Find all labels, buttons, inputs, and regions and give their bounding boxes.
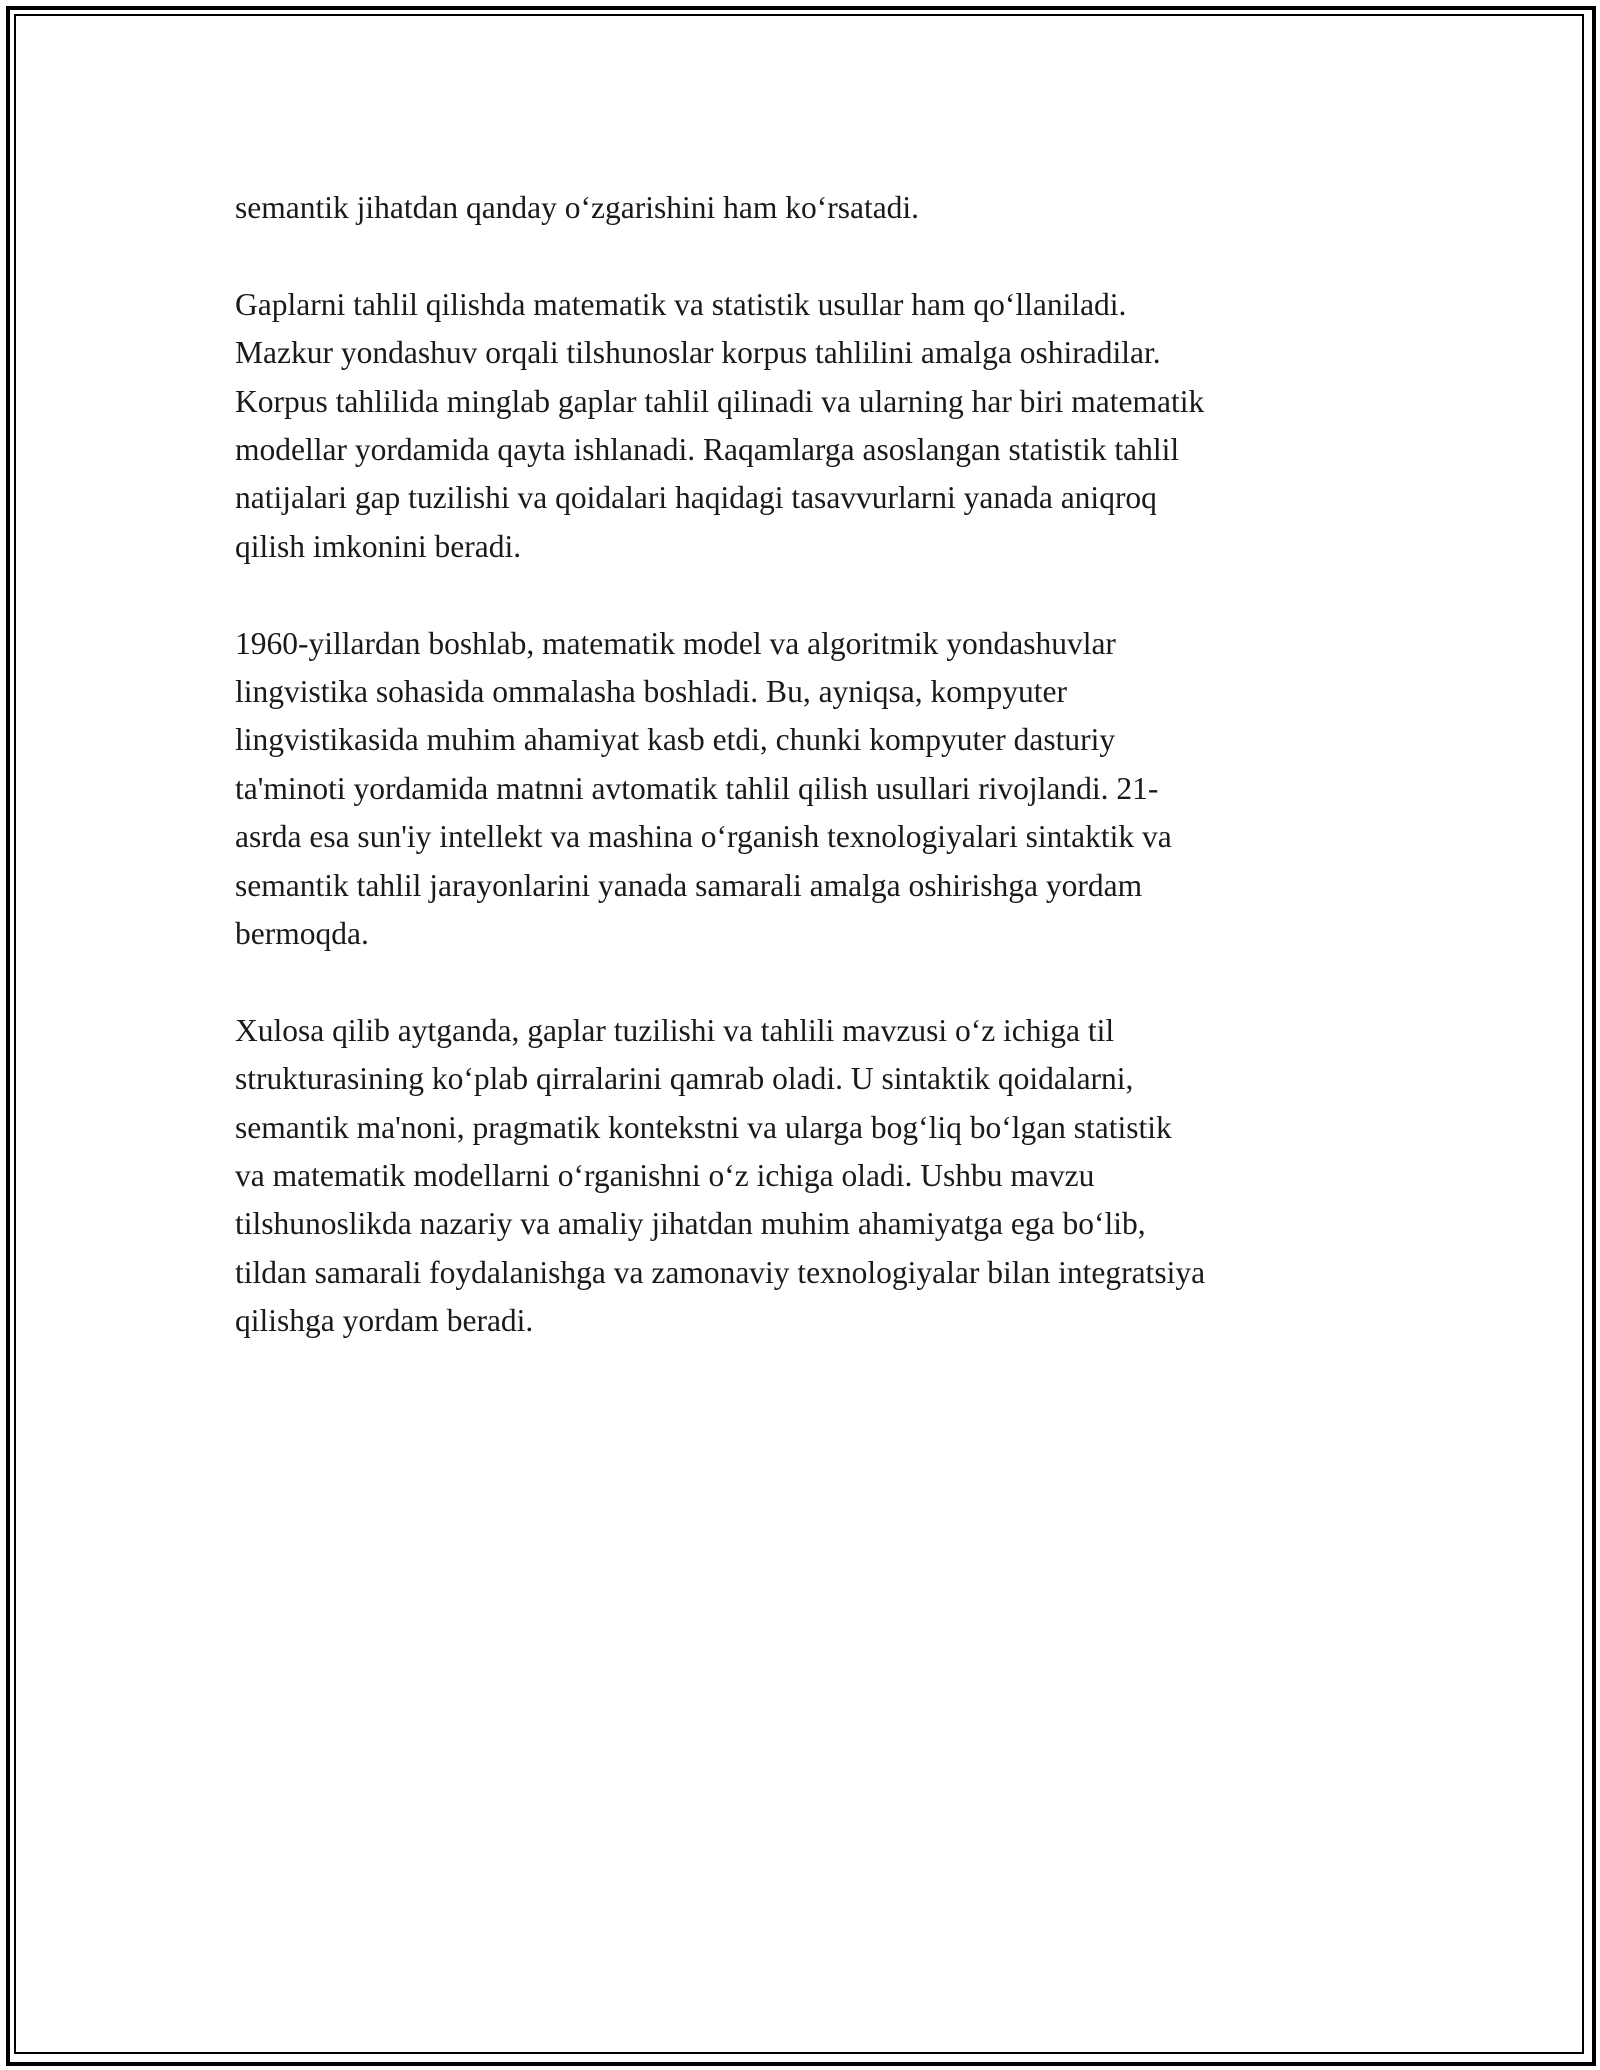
paragraph-conclusion: Xulosa qilib aytganda, gaplar tuzilishi va tahlili mavzusi o‘z ichiga til strukturasining ko‘plab qirralarini qamrab oladi. U sintaktik qoidalarni, semantik ma'noni, pragmatik kontekstni va ularga bog‘liq bo‘lgan statistik va matematik modellarni o‘rganishni o‘z ichiga oladi. Ushbu mavzu tilshunoslikda nazariy va amaliy jihatdan muhim ahamiyatga ega bo‘lib, tildan samarali foydalanishga va zamonaviy texnologiyalar bilan integratsiya qilishga yordam beradi. xyxy=(235,1012,1206,1339)
paragraph-history: 1960-yillardan boshlab, matematik model va algoritmik yondashuvlar lingvistika sohasida ommalasha boshladi. Bu, ayniqsa, kompyuter lingvistikasida muhim ahamiyat kasb etdi, chunki kompyuter dasturiy ta'minoti yordamida matnni avtomatik tahlil qilish usullari rivojlandi. 21- asrda esa sun'iy intellekt va mashina o‘rganish texnologiyalari sintaktik va semantik tahlil jarayonlarini yanada samarali amalga oshirishga yordam bermoqda. xyxy=(235,625,1172,952)
paragraph-statistical-methods: Gaplarni tahlil qilishda matematik va statistik usullar ham qo‘llaniladi. Mazkur yondashuv orqali tilshunoslar korpus tahlilini amalga oshiradilar. Korpus tahlilida minglab gaplar tahlil qilinadi va ularning har biri matematik modellar yordamida qayta ishlanadi. Raqamlarga asoslangan statistik tahlil natijalari gap tuzilishi va qoidalari haqidagi tasavvurlarni yanada aniqroq qilish imkonini beradi. xyxy=(235,286,1205,564)
paragraph-continuation: semantik jihatdan qanday o‘zgarishini ham ko‘rsatadi. xyxy=(235,190,920,225)
document-body xyxy=(235,184,1385,1394)
